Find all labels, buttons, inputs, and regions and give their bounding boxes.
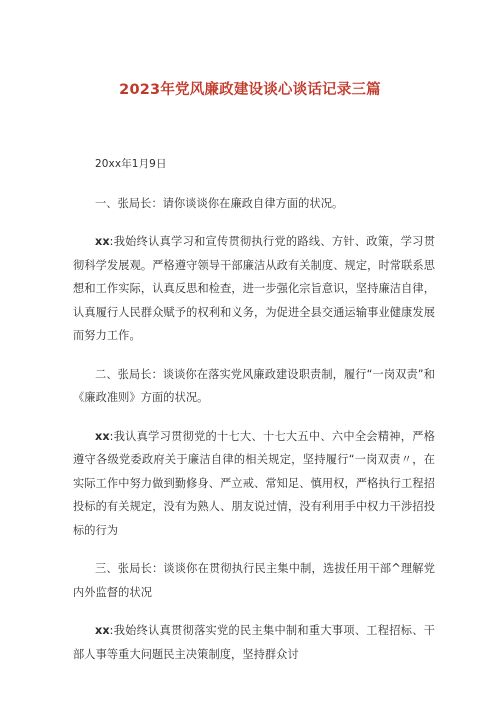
paragraph-text: :我始终认真贯彻落实党的民主集中制和重大事项、工程招标、干部人事等重大问题民主决策制度，坚持群众讨 [73, 624, 435, 661]
speaker-name: xx [95, 235, 110, 248]
paragraph-question-3 [73, 557, 435, 604]
paragraph-text: :我认真学习贯彻党的十七大、十七大五中、六中全会精神，严格遵守各级党委政府关于廉洁自律的相关规定，坚持履行“一岗双责〃，在实际工作中努力做到勤修身、严立戒、常知足、慎用权，严格执行工程招投标的有关规定，没有为熟人、朋友说过情，没有利用手中权力干涉招投标的行为 [73, 429, 435, 537]
document-body [73, 153, 435, 681]
document-title: 2023年党风廉政建设谈心谈话记录三篇 [119, 82, 381, 98]
paragraph-text: :我始终认真学习和宣传贯彻执行党的路线、方针、政策，学习贯彻科学发展观。严格遵守领导干部廉洁从政有关制度、规定，时常联系思想和工作实际，认真反思和检查，进一步强化宗旨意识，坚持廉洁自律，认真履行人民群众赋予的权利和义务，为促进全县交通运输事业健康发展而努力工作。 [73, 235, 435, 342]
paragraph-answer-2 [73, 425, 435, 543]
paragraph-text: 三、张局长：谈谈你在贯彻执行民主集中制，选拔任用干部^理解党内外监督的状况 [73, 562, 435, 599]
document-date: 20xx年1月9日 [95, 158, 167, 170]
paragraph-question-2 [73, 363, 435, 410]
speaker-name: xx [95, 429, 110, 443]
speaker-name: xx [95, 624, 110, 637]
paragraph-text: 二、张局长：谈谈你在落实党风廉政建设职责制，履行“一岗双责”和《廉政准则》方面的状况。 [73, 367, 435, 404]
paragraph-answer-3 [73, 619, 435, 666]
paragraph-answer-1 [73, 230, 435, 348]
paragraph-text: 一、张局长：请你谈谈你在廉政自律方面的状况。 [95, 196, 344, 210]
paragraph-question-1 [73, 192, 435, 216]
